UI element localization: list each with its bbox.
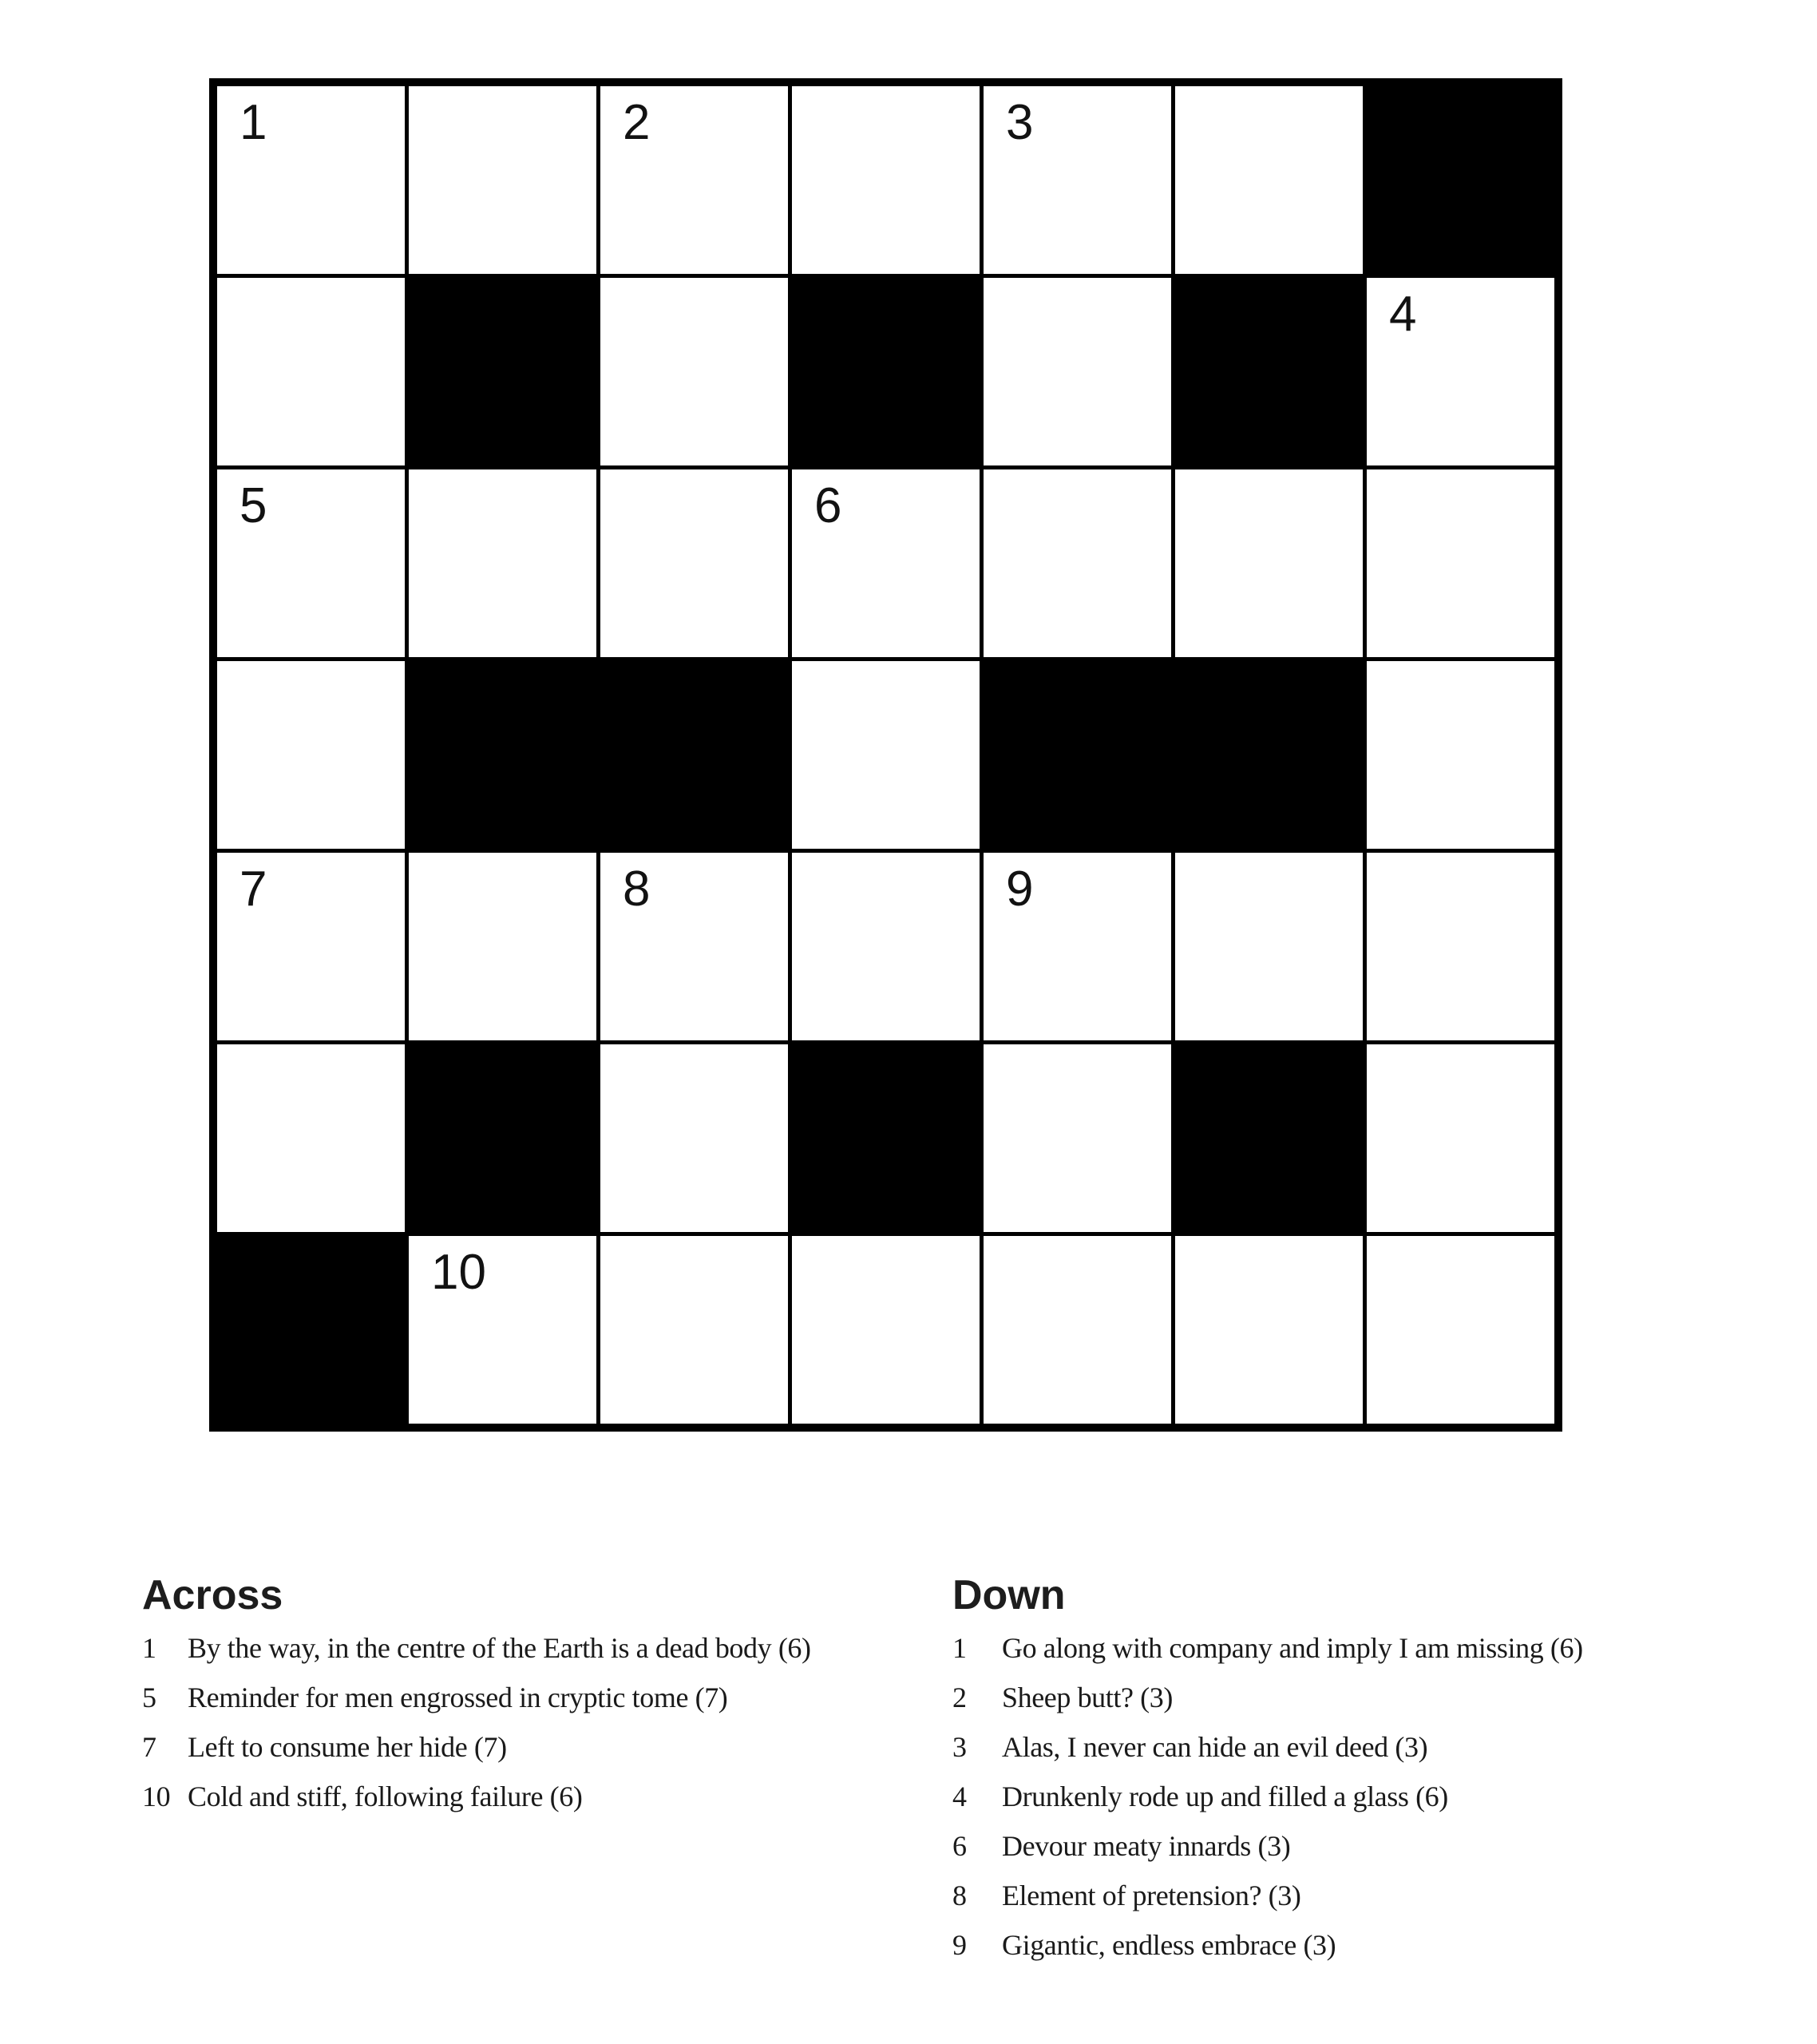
grid-cell-r7c4[interactable] [792,1236,980,1424]
clue-text: Go along with company and imply I am missing (6) [1002,1632,1583,1664]
grid-cell-r2c1[interactable] [217,278,405,465]
down-section [952,1572,1817,1977]
clue-row [142,1630,948,1666]
clue-text: Cold and stiff, following failure (6) [188,1781,583,1812]
grid-cell-r4c7[interactable] [1367,661,1554,849]
cell-number: 10 [431,1245,486,1300]
clue-number: 6 [952,1830,967,1862]
grid-cell-r1c4[interactable] [792,86,980,274]
grid-cell-r1c3[interactable] [600,86,788,274]
grid-cell-r7c6[interactable] [1175,1236,1363,1424]
cell-number: 2 [623,95,651,150]
clue-row [952,1680,1817,1715]
clue-row [142,1729,948,1765]
black-square [1175,278,1363,465]
grid-cell-r4c4[interactable] [792,661,980,849]
clue-text: Left to consume her hide (7) [188,1731,507,1763]
clue-row [952,1878,1817,1913]
grid-cell-r3c1[interactable] [217,469,405,657]
grid-cell-r1c2[interactable] [409,86,596,274]
black-square [600,661,788,849]
clue-number: 2 [952,1682,967,1713]
grid-cell-r6c5[interactable] [984,1044,1171,1232]
grid-cell-r2c5[interactable] [984,278,1171,465]
clue-text: Element of pretension? (3) [1002,1880,1301,1911]
black-square [409,661,596,849]
grid-cell-r5c7[interactable] [1367,853,1554,1040]
clue-row [952,1779,1817,1814]
cell-number: 5 [239,478,267,533]
grid-cell-r3c5[interactable] [984,469,1171,657]
clue-row [142,1680,948,1715]
grid-cell-r1c6[interactable] [1175,86,1363,274]
grid-cell-r3c3[interactable] [600,469,788,657]
black-square [984,661,1171,849]
black-square [792,1044,980,1232]
clue-text: By the way, in the centre of the Earth is a dead body (6) [188,1632,811,1664]
clue-text: Reminder for men engrossed in cryptic tome (7) [188,1682,728,1713]
clue-number: 3 [952,1731,967,1763]
cell-number: 9 [1006,862,1034,917]
cell-number: 7 [239,862,267,917]
down-heading: Down [952,1572,1066,1618]
clue-row [952,1828,1817,1864]
grid-cell-r4c1[interactable] [217,661,405,849]
grid-cell-r5c6[interactable] [1175,853,1363,1040]
black-square [409,1044,596,1232]
grid-cell-r7c2[interactable] [409,1236,596,1424]
grid-cell-r3c4[interactable] [792,469,980,657]
across-heading: Across [142,1572,283,1618]
grid-cell-r6c1[interactable] [217,1044,405,1232]
clue-number: 1 [142,1632,156,1664]
clue-row [952,1927,1817,1963]
clue-text: Sheep butt? (3) [1002,1682,1173,1713]
grid-cell-r6c3[interactable] [600,1044,788,1232]
grid-cell-r3c2[interactable] [409,469,596,657]
cell-number: 6 [814,478,842,533]
cell-number: 4 [1389,287,1417,342]
cell-number: 1 [239,95,267,150]
clue-number: 4 [952,1781,967,1812]
black-square [1367,86,1554,274]
clue-text: Alas, I never can hide an evil deed (3) [1002,1731,1428,1763]
grid-cell-r5c3[interactable] [600,853,788,1040]
grid-cell-r7c3[interactable] [600,1236,788,1424]
cell-number: 3 [1006,95,1034,150]
clue-number: 8 [952,1880,967,1911]
grid-cell-r5c4[interactable] [792,853,980,1040]
clue-number: 5 [142,1682,156,1713]
grid-cell-r5c2[interactable] [409,853,596,1040]
clue-text: Gigantic, endless embrace (3) [1002,1929,1336,1961]
black-square [409,278,596,465]
clue-row [952,1729,1817,1765]
crossword-grid [209,78,1562,1432]
clue-text: Drunkenly rode up and filled a glass (6) [1002,1781,1448,1812]
grid-cell-r7c5[interactable] [984,1236,1171,1424]
grid-cell-r1c5[interactable] [984,86,1171,274]
clue-row [142,1779,948,1814]
grid-cell-r1c1[interactable] [217,86,405,274]
grid-cell-r6c7[interactable] [1367,1044,1554,1232]
black-square [792,278,980,465]
grid-cell-r5c1[interactable] [217,853,405,1040]
grid-cell-r2c3[interactable] [600,278,788,465]
clue-number: 1 [952,1632,967,1664]
grid-cell-r2c7[interactable] [1367,278,1554,465]
grid-cell-r7c7[interactable] [1367,1236,1554,1424]
clue-number: 9 [952,1929,967,1961]
black-square [217,1236,405,1424]
grid-cell-r3c6[interactable] [1175,469,1363,657]
across-section [142,1572,948,1828]
grid-cell-r5c5[interactable] [984,853,1171,1040]
cell-number: 8 [623,862,651,917]
clue-row [952,1630,1817,1666]
clue-number: 7 [142,1731,156,1763]
grid-cell-r3c7[interactable] [1367,469,1554,657]
black-square [1175,1044,1363,1232]
clue-number: 10 [142,1781,171,1812]
black-square [1175,661,1363,849]
clue-text: Devour meaty innards (3) [1002,1830,1291,1862]
